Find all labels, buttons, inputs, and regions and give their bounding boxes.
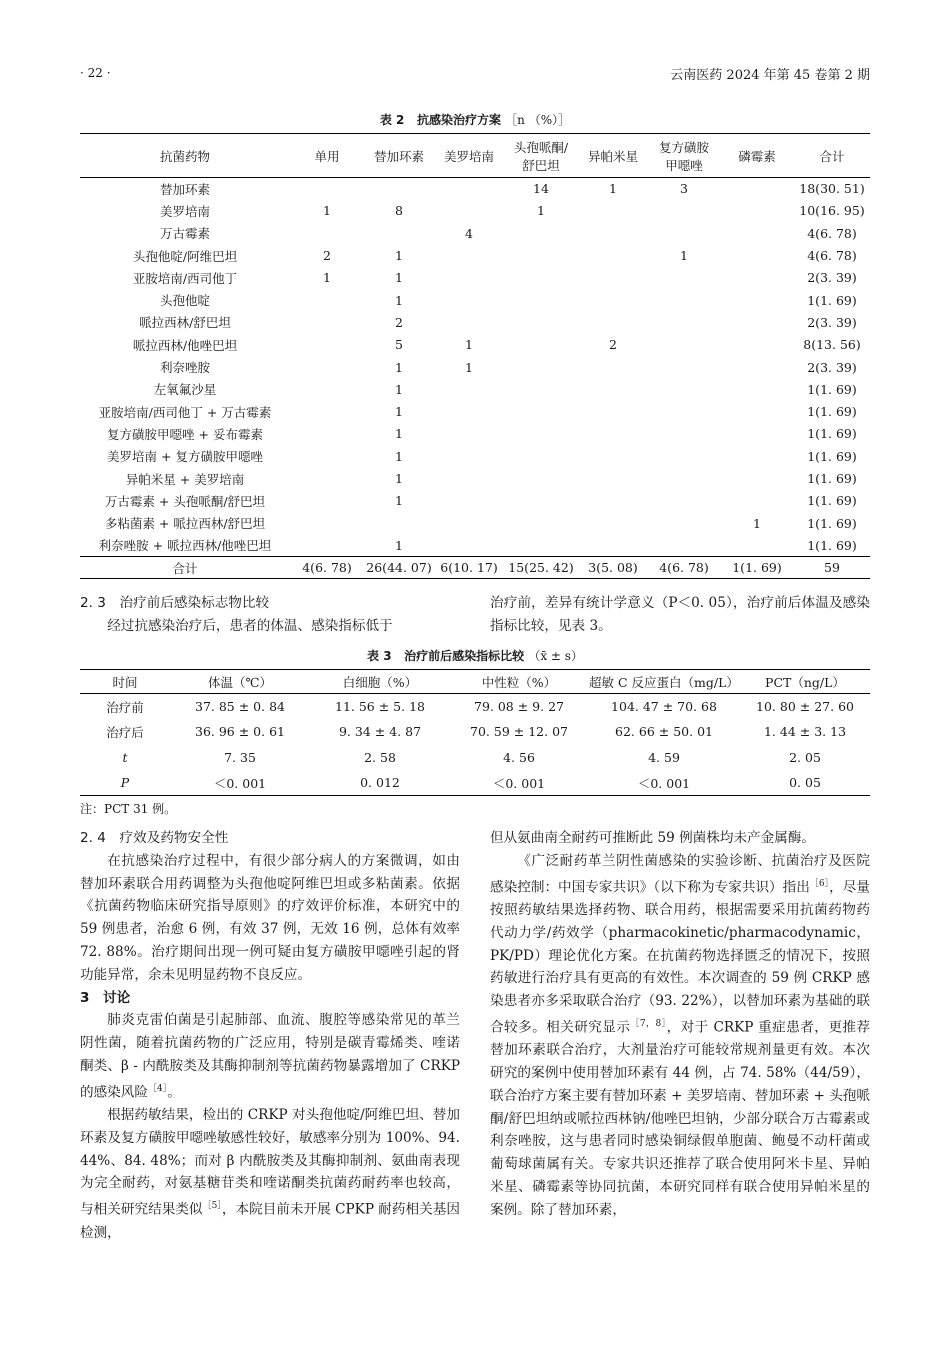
table2-cell-5-8: 1(1. 69): [807, 292, 857, 308]
table2-cell-14-1: [290, 490, 364, 512]
table3-cell-3-1: ＜0. 001: [213, 775, 267, 791]
table2-cell-14-2: 1: [395, 493, 403, 509]
table3-header-0: 时间: [112, 674, 138, 690]
table2-cell-14-8: 1(1. 69): [807, 493, 857, 509]
table3-cell-2-3: 4. 56: [503, 749, 535, 765]
table2-cell-7-7: [720, 334, 794, 356]
table2-cell-6-2: 2: [395, 314, 403, 330]
table2-cell-0-4: 14: [533, 181, 549, 197]
table2-cell-5-7: [720, 289, 794, 311]
table2-cell-4-7: [720, 267, 794, 289]
table2-cell-10-7: [720, 400, 794, 422]
table2-cell-1-5: [578, 200, 648, 222]
table2-cell-15-6: [648, 512, 720, 534]
table2-cell-8-4: [504, 356, 578, 378]
table2-caption-title: 抗感染治疗方案: [416, 113, 501, 127]
table2-cell-15-5: [578, 512, 648, 534]
table3-caption-prefix: 表 3: [367, 649, 392, 663]
table2-cell-17-2: 26(44. 07): [364, 557, 434, 579]
table2-header-5: 异帕米星: [587, 148, 638, 164]
table2-cell-2-6: [648, 222, 720, 244]
table2-cell-1-4: 1: [537, 203, 545, 219]
table2-cell-16-1: [290, 534, 364, 556]
table2-cell-3-6: 1: [680, 248, 688, 264]
section23-right-text: 治疗前，差异有统计学意义（P＜0. 05），治疗前后体温及感染指标比较，见表 3。: [490, 595, 870, 634]
table2-cell-0-8: 18(30. 51): [799, 181, 865, 197]
table2-cell-17-1: 4(6. 78): [290, 557, 364, 579]
right-paragraph1: 但从氨曲南全耐药可推断此 59 例菌株均未产金属酶。: [490, 830, 816, 846]
table-row: [80, 770, 870, 796]
table2-cell-0-2: [364, 178, 434, 200]
table2-cell-7-8: 8(13. 56): [803, 337, 861, 353]
table2-cell-9-2: 1: [395, 381, 403, 397]
table-row: [80, 334, 870, 356]
table-row: [80, 490, 870, 512]
table-row: [80, 311, 870, 333]
table2-cell-2-1: [290, 222, 364, 244]
table2-cell-6-4: [504, 311, 578, 333]
table3-cell-3-4: ＜0. 001: [637, 775, 691, 791]
table2-cell-14-5: [578, 490, 648, 512]
table2-cell-10-6: [648, 400, 720, 422]
table2-cell-11-6: [648, 423, 720, 445]
table2-cell-10-3: [434, 400, 504, 422]
table2-cell-10-4: [504, 400, 578, 422]
section23-heading: 2. 3 治疗前后感染标志物比较: [80, 595, 270, 611]
table2-cell-8-7: [720, 356, 794, 378]
table2-cell-15-1: [290, 512, 364, 534]
table-row: [80, 289, 870, 311]
table-row: [80, 557, 870, 579]
table2-cell-17-4: 15(25. 42): [504, 557, 578, 579]
table2-cell-5-3: [434, 289, 504, 311]
table2-cell-0-5: 1: [609, 181, 617, 197]
table2-cell-11-8: 1(1. 69): [807, 426, 857, 442]
table2-cell-4-8: 2(3. 39): [807, 270, 857, 286]
table2-cell-0-7: [720, 178, 794, 200]
table2-cell-6-3: [434, 311, 504, 333]
table-row: [80, 423, 870, 445]
table2-cell-15-3: [434, 512, 504, 534]
table2-cell-7-5: 2: [609, 337, 617, 353]
table2-cell-7-6: [648, 334, 720, 356]
section23-left: [80, 592, 460, 638]
table2-cell-3-2: 1: [395, 248, 403, 264]
table2-cell-11-0: 复方磺胺甲噁唑 + 妥布霉素: [107, 426, 263, 442]
table-row: [80, 200, 870, 222]
table2: [80, 133, 870, 579]
left-column: [80, 827, 460, 1244]
ref-6: ［6］: [809, 878, 830, 889]
table2-cell-0-1: [290, 178, 364, 200]
table2-cell-7-2: 5: [395, 337, 403, 353]
table2-header-row: [80, 134, 870, 178]
section24-heading: 2. 4 疗效及药物安全性: [80, 830, 229, 846]
table3-cell-0-3: 79. 08 ± 9. 27: [474, 699, 564, 714]
table3-header-4: 超敏 C 反应蛋白（mg/L）: [589, 674, 739, 690]
table2-cell-14-7: [720, 490, 794, 512]
table2-cell-4-0: 亚胺培南/西司他丁: [132, 270, 238, 286]
table2-cell-13-0: 异帕米星 + 美罗培南: [125, 471, 245, 487]
table2-cell-13-1: [290, 467, 364, 489]
table2-header-6: 复方磺胺 甲噁唑: [658, 139, 709, 173]
table2-header-3: 美罗培南: [443, 148, 494, 164]
table3-cell-0-5: 10. 80 ± 27. 60: [756, 699, 854, 714]
table3-cell-2-5: 2. 05: [789, 749, 821, 765]
table2-caption-prefix: 表 2: [379, 113, 405, 127]
table2-header-7: 磷霉素: [738, 148, 776, 164]
table2-cell-15-7: 1: [753, 515, 761, 531]
table2-cell-1-0: 美罗培南: [159, 203, 210, 219]
table2-cell-8-2: 1: [395, 359, 403, 375]
table3-cell-1-0: 治疗后: [106, 724, 144, 740]
table2-cell-14-4: [504, 490, 578, 512]
table-row: [80, 534, 870, 556]
table-row: [80, 512, 870, 534]
table3-cell-1-1: 36. 96 ± 0. 61: [195, 724, 285, 740]
table2-cell-17-6: 4(6. 78): [648, 557, 720, 579]
table2-cell-13-2: 1: [395, 471, 403, 486]
table3-header-row: [80, 670, 870, 694]
table2-caption: [0, 111, 950, 128]
journal-header: 云南医药 2024 年第 45 卷第 2 期: [670, 68, 870, 83]
table2-cell-12-8: 1(1. 69): [807, 448, 857, 464]
table2-cell-16-5: [578, 534, 648, 556]
section3-paragraph1: 肺炎克雷伯菌是引起肺部、血流、腹腔等感染常见的革兰阴性菌，随着抗菌药物的广泛应用，特别是碳青霉烯类、喹诺酮类、β - 内酰胺类及其酶抑制剂等抗菌药物暴露增加了 CRKP 的感染风险$^{[4]}$。: [80, 1012, 460, 1101]
table2-cell-13-3: [434, 467, 504, 489]
table2-cell-12-1: [290, 445, 364, 467]
table2-header-8: 合计: [819, 148, 845, 164]
table2-header-2: 替加环素: [373, 148, 424, 164]
table2-cell-4-4: [504, 267, 578, 289]
table2-cell-10-8: 1(1. 69): [807, 404, 857, 420]
table3-cell-0-2: 11. 56 ± 5. 18: [335, 699, 425, 714]
table2-cell-15-8: 1(1. 69): [807, 515, 857, 531]
table2-cell-5-0: 头孢他啶: [159, 293, 210, 309]
table2-cell-14-6: [648, 490, 720, 512]
right-column: [490, 827, 870, 1222]
table2-cell-4-1: 1: [323, 270, 331, 286]
table2-cell-11-1: [290, 423, 364, 445]
table2-header-4: 头孢哌酮/ 舒巴坦: [513, 139, 569, 173]
section23-right: [490, 592, 870, 638]
table2-cell-5-4: [504, 289, 578, 311]
table2-cell-8-5: [578, 356, 648, 378]
table3-header-3: 中性粒（%）: [481, 674, 557, 690]
table2-cell-12-3: [434, 445, 504, 467]
table3-cell-3-3: ＜0. 001: [492, 775, 546, 791]
table3-cell-0-1: 37. 85 ± 0. 84: [195, 699, 285, 714]
table2-cell-8-3: 1: [465, 359, 473, 375]
table2-cell-8-1: [290, 356, 364, 378]
table2-cell-9-1: [290, 378, 364, 400]
table3-caption: [0, 647, 950, 664]
table3-cell-1-2: 9. 34 ± 4. 87: [338, 724, 422, 740]
table2-cell-1-3: [434, 200, 504, 222]
table2-cell-11-3: [434, 423, 504, 445]
table3-cell-1-3: 70. 59 ± 12. 07: [470, 724, 568, 740]
table3-cell-0-4: 104. 47 ± 70. 68: [611, 699, 717, 714]
table2-cell-8-8: 2(3. 39): [807, 359, 857, 375]
table2-cell-16-8: 1(1. 69): [807, 537, 857, 553]
table2-cell-2-8: 4(6. 78): [807, 225, 857, 241]
table2-cell-9-0: 左氧氟沙星: [153, 382, 217, 398]
table2-cell-11-7: [720, 423, 794, 445]
table3-cell-0-0: 治疗前: [106, 699, 144, 715]
table2-cell-4-5: [578, 267, 648, 289]
table3-caption-title: 治疗前后感染指标比较: [404, 649, 525, 663]
table2-cell-16-2: 1: [395, 537, 403, 553]
ref-4: ［4］: [147, 1083, 168, 1094]
section3-paragraph2: 根据药敏结果，检出的 CRKP 对头孢他啶/阿维巴坦、替加环素及复方磺胺甲噁唑敏感性较好，敏感率分别为 100%、94. 44%、84. 48%；而对 β 内酰胺类及其酶抑制剂、氨曲南表现为完全耐药，对氨基糖苷类和喹诺酮类抗菌药耐药率也较高，与相关研究结果类似$^{[5]}$，本院目前未开展 CPKP 耐药相关基因检测，: [80, 1107, 460, 1241]
table2-cell-12-0: 美罗培南 + 复方磺胺甲噁唑: [107, 449, 263, 465]
table-row: [80, 467, 870, 489]
table2-cell-6-7: [720, 311, 794, 333]
table3-caption-unit: （x̄ ± s）: [528, 649, 583, 663]
table2-cell-12-6: [648, 445, 720, 467]
table2-cell-16-7: [720, 534, 794, 556]
table2-cell-16-6: [648, 534, 720, 556]
table3-cell-2-1: 7. 35: [224, 749, 256, 765]
table2-cell-3-0: 头孢他啶/阿维巴坦: [132, 248, 238, 264]
table2-cell-6-1: [290, 311, 364, 333]
table2-cell-13-4: [504, 467, 578, 489]
table2-cell-12-5: [578, 445, 648, 467]
table2-cell-14-3: [434, 490, 504, 512]
table2-cell-6-6: [648, 311, 720, 333]
table2-cell-15-4: [504, 512, 578, 534]
table3-header-2: 白细胞（%）: [342, 674, 418, 690]
table2-cell-3-1: 2: [323, 248, 331, 264]
table2-cell-4-6: [648, 267, 720, 289]
table2-cell-17-3: 6(10. 17): [434, 557, 504, 579]
table2-cell-1-1: 1: [323, 203, 331, 219]
ref-5: ［5］: [202, 1201, 222, 1212]
table2-cell-12-7: [720, 445, 794, 467]
table3-cell-1-4: 62. 66 ± 50. 01: [615, 724, 713, 740]
table3-cell-2-0: t: [122, 749, 128, 765]
table3-cell-3-2: 0. 012: [360, 775, 400, 790]
table2-cell-11-2: 1: [395, 426, 403, 442]
table2-cell-5-5: [578, 289, 648, 311]
ref-7-8: ［7，8］: [630, 1018, 667, 1029]
table2-cell-14-0: 万古霉素 + 头孢哌酮/舒巴坦: [104, 493, 266, 509]
table2-cell-17-8: 59: [794, 557, 870, 579]
table2-cell-3-5: [578, 244, 648, 266]
table2-cell-4-3: [434, 267, 504, 289]
table2-cell-16-4: [504, 534, 578, 556]
table2-cell-10-2: 1: [395, 404, 403, 420]
table2-cell-16-0: 利奈唑胺 + 哌拉西林/他唑巴坦: [98, 538, 272, 554]
table-row: [80, 222, 870, 244]
table2-header-1: 单用: [314, 148, 340, 164]
table2-cell-0-3: [434, 178, 504, 200]
table3-cell-1-5: 1. 44 ± 3. 13: [763, 724, 847, 740]
table2-cell-11-4: [504, 423, 578, 445]
table2-cell-3-8: 4(6. 78): [807, 248, 857, 264]
table2-cell-7-4: [504, 334, 578, 356]
table2-cell-1-8: 10(16. 95): [799, 203, 865, 219]
table2-header-0: 抗菌药物: [159, 148, 210, 164]
table2-cell-7-1: [290, 334, 364, 356]
table2-cell-9-7: [720, 378, 794, 400]
table2-cell-9-6: [648, 378, 720, 400]
table2-cell-5-2: 1: [395, 292, 403, 308]
table-row: [80, 178, 870, 200]
table-row: [80, 694, 870, 720]
table2-cell-9-4: [504, 378, 578, 400]
table2-cell-2-5: [578, 222, 648, 244]
table2-cell-10-0: 亚胺培南/西司他丁 + 万古霉素: [98, 404, 272, 420]
table-row: [80, 356, 870, 378]
table3-header-5: PCT（ng/L）: [765, 674, 845, 690]
table3-cell-3-5: 0. 05: [789, 775, 821, 790]
table2-cell-2-0: 万古霉素: [159, 226, 210, 242]
table2-cell-5-6: [648, 289, 720, 311]
table2-cell-2-3: 4: [465, 225, 473, 241]
table2-cell-15-2: [364, 512, 434, 534]
table-row: [80, 378, 870, 400]
table2-cell-2-2: [364, 222, 434, 244]
table2-cell-13-5: [578, 467, 648, 489]
table2-cell-13-8: 1(1. 69): [807, 471, 857, 486]
table2-cell-2-7: [720, 222, 794, 244]
section24-paragraph: 在抗感染治疗过程中，有很少部分病人的方案微调，如由替加环素联合用药调整为头孢他啶阿维巴坦或多粘菌素。依据《抗菌药物临床研究指导原则》的疗效评价标准，本研究中的 59 例患者，治愈 6 例，有效 37 例，无效 16 例，总体有效率 72. 88%。治疗期间出现一例可疑由复方磺胺甲噁唑引起的肾功能异常，余未见明显药物不良反应。: [80, 852, 460, 983]
table-row: [80, 267, 870, 289]
table2-cell-0-0: 替加环素: [159, 181, 210, 197]
table-row: [80, 244, 870, 266]
table3-cell-3-0: P: [120, 775, 130, 790]
table2-cell-0-6: 3: [680, 181, 688, 197]
table-row: [80, 445, 870, 467]
table2-cell-9-3: [434, 378, 504, 400]
table2-cell-2-4: [504, 222, 578, 244]
page-number: · 22 ·: [80, 66, 111, 80]
table2-cell-7-3: 1: [465, 337, 473, 353]
table2-cell-13-6: [648, 467, 720, 489]
table2-cell-1-2: 8: [395, 203, 403, 219]
table2-cell-6-0: 哌拉西林/舒巴坦: [139, 315, 231, 331]
table2-cell-9-8: 1(1. 69): [807, 381, 857, 397]
table2-cell-8-0: 利奈唑胺: [159, 360, 210, 376]
table3-cell-2-2: 2. 58: [364, 749, 396, 765]
table2-cell-17-5: 3(5. 08): [578, 557, 648, 579]
table2-cell-10-5: [578, 400, 648, 422]
table-row: [80, 400, 870, 422]
table2-cell-11-5: [578, 423, 648, 445]
table2-cell-3-4: [504, 244, 578, 266]
section23-left-text: 经过抗感染治疗后，患者的体温、感染指标低于: [107, 617, 393, 634]
table2-cell-8-6: [648, 356, 720, 378]
table2-cell-1-7: [720, 200, 794, 222]
table2-cell-15-0: 多粘菌素 + 哌拉西林/舒巴坦: [104, 516, 266, 532]
table-row: [80, 745, 870, 771]
table2-cell-12-4: [504, 445, 578, 467]
table2-caption-unit: ［n （%）］: [505, 113, 571, 127]
section3-heading: 3 讨论: [80, 989, 131, 1006]
table2-cell-10-1: [290, 400, 364, 422]
table2-cell-6-5: [578, 311, 648, 333]
table2-cell-13-7: [720, 467, 794, 489]
table2-cell-17-0: 合计: [80, 557, 290, 579]
right-paragraph2: 《广泛耐药革兰阴性菌感染的实验诊断、抗菌治疗及医院感染控制：中国专家共识》（以下称为专家共识）指出$^{[6]}$，尽量按照药敏结果选择药物、联合用药，根据需要采用抗菌药物药代动力学/药效学（pharmacokinetic/pharmacodynamic，PK/PD）理论优化方案。在抗菌药物选择匮乏的情况下，按照药敏进行治疗具有更高的有效性。本次调查的 59 例 CRKP 感染患者亦多采取联合治疗（93. 22%），以替加环素为基础的联合较多。相关研究显示$^{[7,8]}$，对于 CRKP 重症患者，更推荐替加环素联合治疗，大剂量治疗可能较常规剂量更有效。本次研究的案例中使用替加环素有 44 例，占 74. 58%（44/59），联合治疗方案主要有替加环素 + 美罗培南、替加环素 + 头孢哌酮/舒巴坦纳或哌拉西林钠/他唑巴坦钠，少部分联合万古霉素或利奈唑胺，这与患者同时感染铜绿假单胞菌、鲍曼不动杆菌或葡萄球菌属有关。专家共识还推荐了联合使用阿米卡星、异帕米星、磷霉素等协同抗菌，本研究同样有联合使用异帕米星的案例。除了替加环素，: [490, 852, 870, 1218]
table3-note: 注：PCT 31 例。: [80, 802, 177, 816]
table2-cell-17-7: 1(1. 69): [720, 557, 794, 579]
table3: [80, 669, 870, 796]
table2-cell-16-3: [434, 534, 504, 556]
table3-cell-2-4: 4. 59: [648, 749, 680, 765]
table2-cell-1-6: [648, 200, 720, 222]
table2-cell-6-8: 2(3. 39): [807, 314, 857, 330]
table2-cell-9-5: [578, 378, 648, 400]
table2-cell-5-1: [290, 289, 364, 311]
table2-cell-3-3: [434, 244, 504, 266]
table2-cell-4-2: 1: [395, 270, 403, 286]
table2-cell-3-7: [720, 244, 794, 266]
table2-cell-12-2: 1: [395, 448, 403, 464]
table3-header-1: 体温（℃）: [208, 674, 272, 690]
table-row: [80, 719, 870, 745]
table2-cell-7-0: 哌拉西林/他唑巴坦: [132, 337, 238, 353]
